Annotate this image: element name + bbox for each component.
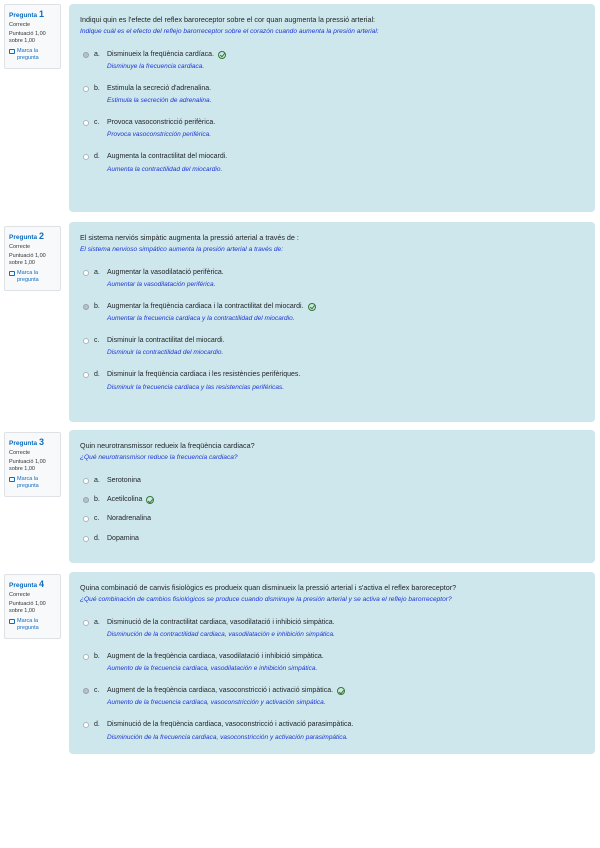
answer-option-a[interactable] (80, 269, 583, 289)
question-number (9, 579, 57, 589)
question-label: Pregunta (9, 12, 38, 19)
flag-label: Marca la pregunta (17, 475, 39, 489)
question-number-value: 2 (38, 231, 44, 241)
option-letter: c. (94, 515, 100, 523)
answer-option-b[interactable] (80, 496, 583, 504)
question-translation: ¿Qué neurotransmisor reduce la frecuencia cardiaca? (80, 453, 238, 461)
option-text: Augmentar la vasodilatació perifèrica. (107, 268, 224, 276)
answer-option-d[interactable] (80, 721, 583, 741)
radio-button[interactable] (83, 497, 89, 503)
option-translation: Aumento de la frecuencia cardiaca, vasoconstricción y activación simpática. (107, 699, 326, 707)
option-text: Estimula la secreció d'adrenalina. (107, 84, 212, 92)
answer-option-d[interactable] (80, 535, 583, 543)
question-info (4, 432, 61, 497)
question-info (4, 4, 61, 69)
answer-option-c[interactable] (80, 515, 583, 523)
option-text: Provoca vasoconstricció perifèrica. (107, 118, 216, 126)
question-state: Correcte (9, 244, 31, 250)
radio-button[interactable] (83, 86, 89, 92)
question-label: Pregunta (9, 582, 38, 589)
answer-option-a[interactable] (80, 477, 583, 485)
radio-button[interactable] (83, 154, 89, 160)
radio-button[interactable] (83, 304, 89, 310)
answer-option-a[interactable] (80, 619, 583, 639)
question-content (69, 430, 595, 563)
option-letter: d. (94, 153, 100, 161)
option-letter: c. (94, 686, 100, 694)
option-translation: Disminuir la contractilidad del miocardio. (107, 349, 224, 357)
question-text: Quina combinació de canvis fisiològics es produeix quan disminueix la pressió arterial i s'activa el reflex baroreceptor? (80, 583, 457, 592)
option-letter: c. (94, 336, 100, 344)
question-number-value: 3 (38, 437, 44, 447)
radio-button[interactable] (83, 478, 89, 484)
option-translation: Provoca vasoconstricción periférica. (107, 131, 212, 139)
answer-option-c[interactable] (80, 337, 583, 357)
radio-button[interactable] (83, 120, 89, 126)
radio-button[interactable] (83, 654, 89, 660)
option-letter: a. (94, 50, 100, 58)
answer-option-b[interactable] (80, 85, 583, 105)
option-letter: b. (94, 652, 100, 660)
question-grade: Puntuació 1,00 sobre 1,00 (9, 253, 46, 266)
question-content (69, 572, 595, 754)
option-translation: Aumenta la contractilidad del miocardio. (107, 165, 223, 173)
question-text: Indiqui quin es l'efecte del reflex baroreceptor sobre el cor quan augmenta la pressió arterial: (80, 15, 376, 24)
option-text: Augment de la freqüència cardiaca, vasoconstricció i activació simpàtica. (107, 686, 334, 694)
option-letter: a. (94, 618, 100, 626)
option-text: Disminuir la freqüència cardiaca i les resistències perifèriques. (107, 371, 301, 379)
option-text: Acetilcolina (107, 495, 143, 503)
option-translation: Aumento de la frecuencia cardiaca, vasodilatación e inhibición simpática. (107, 665, 318, 673)
answer-option-b[interactable] (80, 303, 583, 323)
option-text: Dopamina (107, 534, 139, 542)
question-number (9, 231, 57, 241)
option-letter: d. (94, 534, 100, 542)
question-content (69, 222, 595, 422)
answer-list (80, 477, 583, 544)
option-letter: a. (94, 268, 100, 276)
option-text: Augmenta la contractilitat del miocardi. (107, 153, 228, 161)
question-number (9, 437, 57, 447)
question-state: Correcte (9, 22, 31, 28)
option-translation: Disminución de la contractilidad cardiaca, vasodilatación e inhibición simpática. (107, 630, 335, 638)
option-translation: Disminuye la frecuencia cardiaca. (107, 62, 205, 70)
radio-button[interactable] (83, 620, 89, 626)
answer-option-d[interactable] (80, 153, 583, 173)
answer-option-d[interactable] (80, 371, 583, 391)
question-number (9, 9, 57, 19)
answer-option-a[interactable] (80, 51, 583, 71)
option-translation: Aumentar la vasodilatación periférica. (107, 280, 216, 288)
question-grade: Puntuació 1,00 sobre 1,00 (9, 31, 46, 44)
question-number-value: 4 (38, 579, 44, 589)
option-letter: d. (94, 371, 100, 379)
radio-button[interactable] (83, 722, 89, 728)
radio-button[interactable] (83, 688, 89, 694)
option-letter: c. (94, 118, 100, 126)
flag-icon (9, 49, 15, 54)
flag-question-link[interactable] (9, 270, 57, 284)
option-text: Disminució de la contractilitat cardiaca, vasodilatació i inhibició simpàtica. (107, 618, 335, 626)
answer-option-b[interactable] (80, 653, 583, 673)
correct-check-icon (337, 687, 345, 695)
correct-check-icon (218, 51, 226, 59)
option-text: Noradrenalina (107, 515, 151, 523)
radio-button[interactable] (83, 516, 89, 522)
question-text: Quin neurotransmissor redueix la freqüència cardiaca? (80, 441, 255, 450)
option-translation: Disminución de la frecuencia cardiaca, vasoconstricción y activación parasimpática. (107, 733, 348, 741)
flag-label: Marca la pregunta (17, 269, 39, 283)
flag-label: Marca la pregunta (17, 617, 39, 631)
question-info (4, 574, 61, 639)
question-label: Pregunta (9, 234, 38, 241)
question-content (69, 4, 595, 212)
option-text: Disminueix la freqüència cardíaca. (107, 50, 214, 58)
question-grade: Puntuació 1,00 sobre 1,00 (9, 601, 46, 614)
radio-button[interactable] (83, 536, 89, 542)
answer-list (80, 51, 583, 174)
option-letter: b. (94, 84, 100, 92)
correct-check-icon (146, 496, 154, 504)
radio-button[interactable] (83, 52, 89, 58)
option-text: Augment de la freqüència cardiaca, vasodilatació i inhibició simpàtica. (107, 652, 324, 660)
question-info (4, 226, 61, 291)
option-letter: a. (94, 476, 100, 484)
answer-option-c[interactable] (80, 687, 583, 707)
answer-list (80, 619, 583, 742)
option-translation: Disminuir la frecuencia cardiaca y las resistencias periféricas. (107, 383, 285, 391)
question-translation: El sistema nervioso simpático aumenta la presión arterial a través de: (80, 245, 284, 253)
option-text: Serotonina (107, 476, 141, 484)
option-translation: Estimula la secreción de adrenalina. (107, 97, 212, 105)
option-translation: Aumentar la frecuencia cardiaca y la contractilidad del miocardio. (107, 315, 295, 323)
question-translation: ¿Qué combinación de cambios fisiológicos se produce cuando disminuye la presión arterial y se activa el reflejo barorreceptor? (80, 595, 452, 603)
radio-button[interactable] (83, 372, 89, 378)
question-state: Correcte (9, 592, 31, 598)
flag-icon (9, 619, 15, 624)
option-text: Disminuir la contractilitat del miocardi. (107, 336, 225, 344)
option-letter: d. (94, 721, 100, 729)
option-text: Augmentar la freqüència cardiaca i la contractilitat del miocardi. (107, 302, 304, 310)
radio-button[interactable] (83, 338, 89, 344)
question-label: Pregunta (9, 440, 38, 447)
flag-question-link[interactable] (9, 48, 57, 62)
question-text: El sistema nerviós simpàtic augmenta la pressió arterial a través de : (80, 233, 299, 242)
question-grade: Puntuació 1,00 sobre 1,00 (9, 459, 46, 472)
flag-icon (9, 477, 15, 482)
flag-question-link[interactable] (9, 476, 57, 490)
radio-button[interactable] (83, 270, 89, 276)
question-translation: Indique cuál es el efecto del reflejo barorreceptor sobre el corazón cuando aumenta la presión arterial: (80, 27, 379, 35)
flag-question-link[interactable] (9, 618, 57, 632)
option-letter: b. (94, 302, 100, 310)
answer-list (80, 269, 583, 392)
flag-icon (9, 271, 15, 276)
option-letter: b. (94, 495, 100, 503)
question-number-value: 1 (38, 9, 44, 19)
option-text: Disminució de la freqüència cardiaca, vasoconstricció i activació parasimpàtica. (107, 721, 354, 729)
question-state: Correcte (9, 450, 31, 456)
correct-check-icon (308, 303, 316, 311)
answer-option-c[interactable] (80, 119, 583, 139)
flag-label: Marca la pregunta (17, 47, 39, 61)
